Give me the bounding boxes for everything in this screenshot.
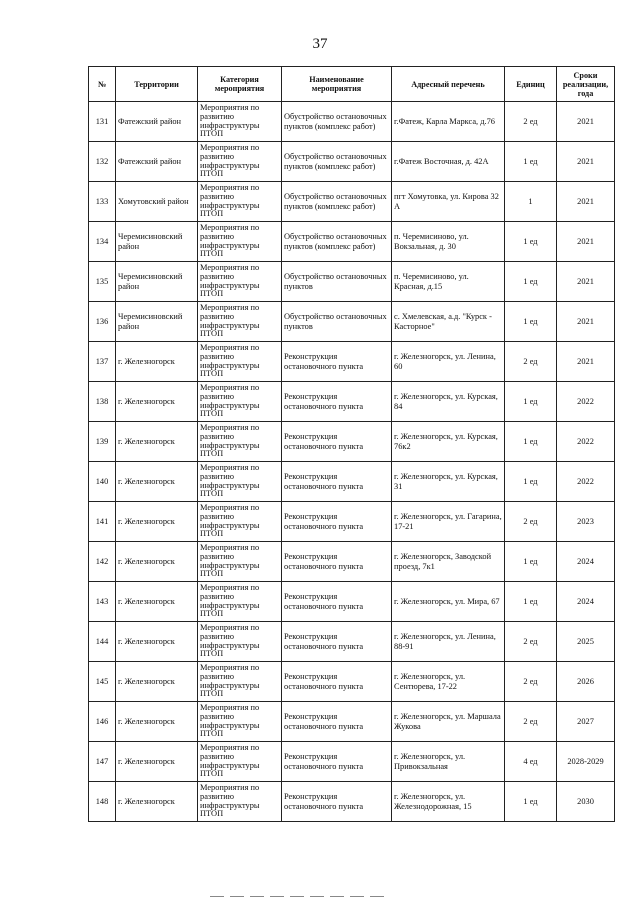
row-number: 133 <box>89 182 116 222</box>
header-category: Категория мероприятия <box>198 67 282 102</box>
years-cell: 2021 <box>557 262 615 302</box>
units-cell: 1 ед <box>505 782 557 822</box>
address-cell: г. Железногорск, ул. Курская, 76к2 <box>392 422 505 462</box>
years-cell: 2021 <box>557 222 615 262</box>
table-row <box>89 382 615 422</box>
units-cell: 1 <box>505 182 557 222</box>
row-number: 145 <box>89 662 116 702</box>
activity-cell: Реконструкция остановочного пункта <box>282 422 392 462</box>
category-cell: Мероприятия по развитию инфраструктуры ПТОП <box>198 222 282 262</box>
units-cell: 1 ед <box>505 302 557 342</box>
header-address: Адресный перечень <box>392 67 505 102</box>
header-years: Сроки реализации, года <box>557 67 615 102</box>
territory-cell: г. Железногорск <box>116 662 198 702</box>
territory-cell: г. Железногорск <box>116 422 198 462</box>
territory-cell: г. Железногорск <box>116 542 198 582</box>
row-number: 141 <box>89 502 116 542</box>
activity-cell: Реконструкция остановочного пункта <box>282 742 392 782</box>
territory-cell: Фатежский район <box>116 142 198 182</box>
activity-cell: Обустройство остановочных пунктов <box>282 302 392 342</box>
row-number: 131 <box>89 102 116 142</box>
years-cell: 2026 <box>557 662 615 702</box>
territory-cell: Черемисиновский район <box>116 262 198 302</box>
row-number: 137 <box>89 342 116 382</box>
units-cell: 1 ед <box>505 542 557 582</box>
header-activity: Наименование мероприятия <box>282 67 392 102</box>
row-number: 134 <box>89 222 116 262</box>
category-cell: Мероприятия по развитию инфраструктуры ПТОП <box>198 702 282 742</box>
category-cell: Мероприятия по развитию инфраструктуры ПТОП <box>198 742 282 782</box>
category-cell: Мероприятия по развитию инфраструктуры ПТОП <box>198 622 282 662</box>
address-cell: г. Железногорск, ул. Гагарина, 17-21 <box>392 502 505 542</box>
address-cell: с. Хмелевская, а.д. "Курск - Касторное" <box>392 302 505 342</box>
address-cell: г. Железногорск, ул. Железнодорожная, 15 <box>392 782 505 822</box>
units-cell: 1 ед <box>505 142 557 182</box>
activity-cell: Обустройство остановочных пунктов (комплекс работ) <box>282 142 392 182</box>
units-cell: 2 ед <box>505 342 557 382</box>
years-cell: 2021 <box>557 142 615 182</box>
years-cell: 2021 <box>557 182 615 222</box>
years-cell: 2022 <box>557 422 615 462</box>
activity-cell: Реконструкция остановочного пункта <box>282 502 392 542</box>
category-cell: Мероприятия по развитию инфраструктуры ПТОП <box>198 182 282 222</box>
activity-cell: Реконструкция остановочного пункта <box>282 462 392 502</box>
units-cell: 1 ед <box>505 262 557 302</box>
activity-cell: Обустройство остановочных пунктов (комплекс работ) <box>282 222 392 262</box>
address-cell: г. Железногорск, ул. Мира, 67 <box>392 582 505 622</box>
table-row <box>89 622 615 662</box>
years-cell: 2030 <box>557 782 615 822</box>
years-cell: 2021 <box>557 102 615 142</box>
category-cell: Мероприятия по развитию инфраструктуры ПТОП <box>198 102 282 142</box>
units-cell: 1 ед <box>505 582 557 622</box>
table-row <box>89 742 615 782</box>
footer-line <box>210 896 390 897</box>
category-cell: Мероприятия по развитию инфраструктуры ПТОП <box>198 382 282 422</box>
address-cell: г. Железногорск, ул. Курская, 84 <box>392 382 505 422</box>
measures-table <box>88 66 615 822</box>
years-cell: 2024 <box>557 542 615 582</box>
units-cell: 1 ед <box>505 462 557 502</box>
table-row <box>89 422 615 462</box>
category-cell: Мероприятия по развитию инфраструктуры ПТОП <box>198 662 282 702</box>
territory-cell: г. Железногорск <box>116 622 198 662</box>
units-cell: 2 ед <box>505 702 557 742</box>
activity-cell: Реконструкция остановочного пункта <box>282 382 392 422</box>
units-cell: 2 ед <box>505 102 557 142</box>
row-number: 148 <box>89 782 116 822</box>
address-cell: г. Железногорск, ул. Маршала Жукова <box>392 702 505 742</box>
header-units: Единиц <box>505 67 557 102</box>
row-number: 146 <box>89 702 116 742</box>
table-row <box>89 222 615 262</box>
territory-cell: Фатежский район <box>116 102 198 142</box>
table-row <box>89 182 615 222</box>
units-cell: 1 ед <box>505 422 557 462</box>
activity-cell: Реконструкция остановочного пункта <box>282 662 392 702</box>
activity-cell: Обустройство остановочных пунктов (комплекс работ) <box>282 102 392 142</box>
years-cell: 2021 <box>557 302 615 342</box>
units-cell: 2 ед <box>505 502 557 542</box>
table-row <box>89 462 615 502</box>
category-cell: Мероприятия по развитию инфраструктуры ПТОП <box>198 782 282 822</box>
units-cell: 1 ед <box>505 382 557 422</box>
territory-cell: Черемисиновский район <box>116 302 198 342</box>
address-cell: г. Железногорск, ул. Сентюрева, 17-22 <box>392 662 505 702</box>
row-number: 138 <box>89 382 116 422</box>
territory-cell: г. Железногорск <box>116 502 198 542</box>
activity-cell: Обустройство остановочных пунктов (комплекс работ) <box>282 182 392 222</box>
address-cell: г. Железногорск, Заводской проезд, 7к1 <box>392 542 505 582</box>
header-territory: Территории <box>116 67 198 102</box>
table-row <box>89 502 615 542</box>
territory-cell: Черемисиновский район <box>116 222 198 262</box>
territory-cell: Хомутовский район <box>116 182 198 222</box>
table-row <box>89 342 615 382</box>
address-cell: г. Железногорск, ул. Ленина, 60 <box>392 342 505 382</box>
address-cell: г. Железногорск, ул. Ленина, 88-91 <box>392 622 505 662</box>
table-row <box>89 542 615 582</box>
territory-cell: г. Железногорск <box>116 382 198 422</box>
table-row <box>89 302 615 342</box>
years-cell: 2022 <box>557 382 615 422</box>
address-cell: пгт Хомутовка, ул. Кирова 32 А <box>392 182 505 222</box>
row-number: 135 <box>89 262 116 302</box>
table-row <box>89 782 615 822</box>
row-number: 144 <box>89 622 116 662</box>
row-number: 136 <box>89 302 116 342</box>
table-header <box>89 67 615 102</box>
address-cell: г.Фатеж Восточная, д. 42А <box>392 142 505 182</box>
category-cell: Мероприятия по развитию инфраструктуры ПТОП <box>198 502 282 542</box>
table-row <box>89 262 615 302</box>
years-cell: 2023 <box>557 502 615 542</box>
table-row <box>89 702 615 742</box>
units-cell: 2 ед <box>505 622 557 662</box>
table-row <box>89 102 615 142</box>
activity-cell: Реконструкция остановочного пункта <box>282 782 392 822</box>
years-cell: 2022 <box>557 462 615 502</box>
category-cell: Мероприятия по развитию инфраструктуры ПТОП <box>198 582 282 622</box>
table-row <box>89 582 615 622</box>
territory-cell: г. Железногорск <box>116 342 198 382</box>
activity-cell: Реконструкция остановочного пункта <box>282 582 392 622</box>
activity-cell: Реконструкция остановочного пункта <box>282 342 392 382</box>
territory-cell: г. Железногорск <box>116 462 198 502</box>
row-number: 142 <box>89 542 116 582</box>
row-number: 132 <box>89 142 116 182</box>
units-cell: 4 ед <box>505 742 557 782</box>
category-cell: Мероприятия по развитию инфраструктуры ПТОП <box>198 302 282 342</box>
address-cell: г. Железногорск, ул. Курская, 31 <box>392 462 505 502</box>
years-cell: 2021 <box>557 342 615 382</box>
years-cell: 2027 <box>557 702 615 742</box>
territory-cell: г. Железногорск <box>116 582 198 622</box>
activity-cell: Реконструкция остановочного пункта <box>282 622 392 662</box>
territory-cell: г. Железногорск <box>116 782 198 822</box>
row-number: 140 <box>89 462 116 502</box>
years-cell: 2028-2029 <box>557 742 615 782</box>
category-cell: Мероприятия по развитию инфраструктуры ПТОП <box>198 342 282 382</box>
address-cell: г. Железногорск, ул. Привокзальная <box>392 742 505 782</box>
years-cell: 2025 <box>557 622 615 662</box>
category-cell: Мероприятия по развитию инфраструктуры ПТОП <box>198 462 282 502</box>
category-cell: Мероприятия по развитию инфраструктуры ПТОП <box>198 422 282 462</box>
category-cell: Мероприятия по развитию инфраструктуры ПТОП <box>198 142 282 182</box>
activity-cell: Реконструкция остановочного пункта <box>282 702 392 742</box>
table-body <box>89 102 615 822</box>
row-number: 139 <box>89 422 116 462</box>
row-number: 147 <box>89 742 116 782</box>
address-cell: г.Фатеж, Карла Маркса, д.76 <box>392 102 505 142</box>
units-cell: 2 ед <box>505 662 557 702</box>
table-row <box>89 142 615 182</box>
address-cell: п. Черемисиново, ул. Вокзальная, д. 30 <box>392 222 505 262</box>
category-cell: Мероприятия по развитию инфраструктуры ПТОП <box>198 262 282 302</box>
years-cell: 2024 <box>557 582 615 622</box>
header-num: № <box>89 67 116 102</box>
units-cell: 1 ед <box>505 222 557 262</box>
row-number: 143 <box>89 582 116 622</box>
table-row <box>89 662 615 702</box>
territory-cell: г. Железногорск <box>116 702 198 742</box>
territory-cell: г. Железногорск <box>116 742 198 782</box>
activity-cell: Обустройство остановочных пунктов <box>282 262 392 302</box>
address-cell: п. Черемисиново, ул. Красная, д.15 <box>392 262 505 302</box>
activity-cell: Реконструкция остановочного пункта <box>282 542 392 582</box>
category-cell: Мероприятия по развитию инфраструктуры ПТОП <box>198 542 282 582</box>
page-number: 37 <box>312 36 328 52</box>
